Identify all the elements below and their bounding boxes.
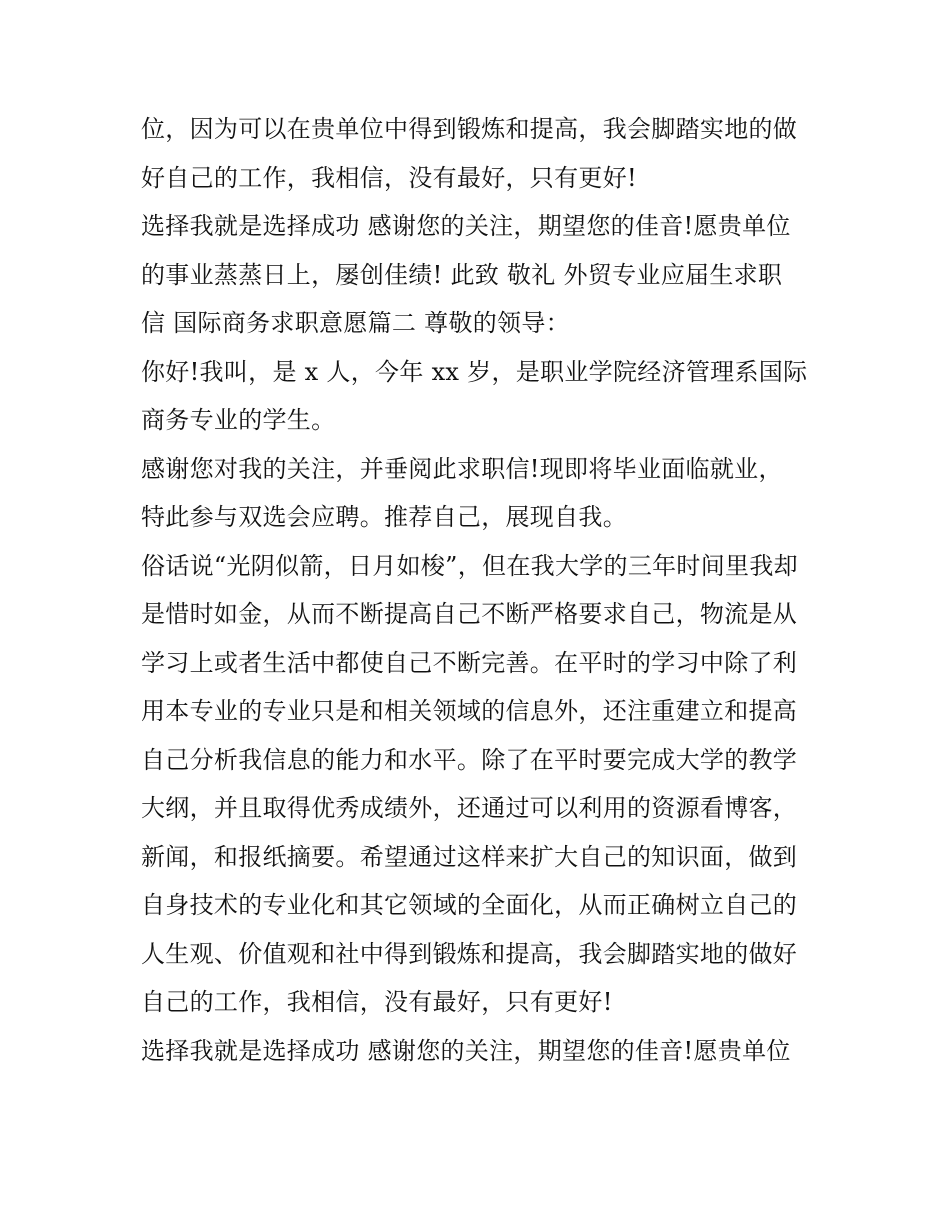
text-line: 的事业蒸蒸日上，屡创佳绩! 此致 敬礼 外贸专业应届生求职 bbox=[141, 260, 783, 289]
text-line: 感谢您对我的关注，并垂阅此求职信!现即将毕业面临就业， bbox=[141, 454, 783, 483]
text-line: 信 国际商务求职意愿篇二 尊敬的领导： bbox=[141, 309, 570, 337]
text-line: 好自己的工作，我相信，没有最好，只有更好! bbox=[141, 163, 637, 192]
text-line: 自己分析我信息的能力和水平。除了在平时要完成大学的教学 bbox=[141, 745, 798, 774]
document-body bbox=[141, 105, 821, 1075]
text-line: 用本专业的专业只是和相关领域的信息外，还注重建立和提高 bbox=[141, 697, 798, 725]
text-line: 新闻，和报纸摘要。希望通过这样来扩大自己的知识面，做到 bbox=[141, 842, 798, 871]
text-line: 学习上或者生活中都使自己不断完善。在平时的学习中除了利 bbox=[141, 648, 798, 677]
text-line: 选择我就是选择成功 感谢您的关注，期望您的佳音!愿贵单位 bbox=[141, 1036, 791, 1065]
text-line: 是惜时如金，从而不断提高自己不断严格要求自己，物流是从 bbox=[141, 600, 798, 628]
text-line: 商务专业的学生。 bbox=[141, 406, 336, 434]
text-line: 人生观、价值观和社中得到锻炼和提高，我会脚踏实地的做好 bbox=[141, 939, 798, 968]
text-line: 选择我就是选择成功 感谢您的关注，期望您的佳音!愿贵单位 bbox=[141, 212, 791, 240]
text-line: 位，因为可以在贵单位中得到锻炼和提高，我会脚踏实地的做 bbox=[141, 115, 798, 143]
text-line: 俗话说“光阴似箭，日月如梭”，但在我大学的三年时间里我却 bbox=[141, 551, 798, 580]
text-line: 大纲，并且取得优秀成绩外，还通过可以利用的资源看博客， bbox=[141, 794, 798, 822]
text-line: 自己的工作，我相信，没有最好，只有更好! bbox=[141, 988, 613, 1016]
text-line: 你好!我叫，是 x 人，今年 xx 岁，是职业学院经济管理系国际 bbox=[141, 357, 808, 386]
text-line: 自身技术的专业化和其它领域的全面化，从而正确树立自己的 bbox=[141, 891, 798, 919]
text-line: 特此参与双选会应聘。推荐自己，展现自我。 bbox=[141, 503, 627, 531]
